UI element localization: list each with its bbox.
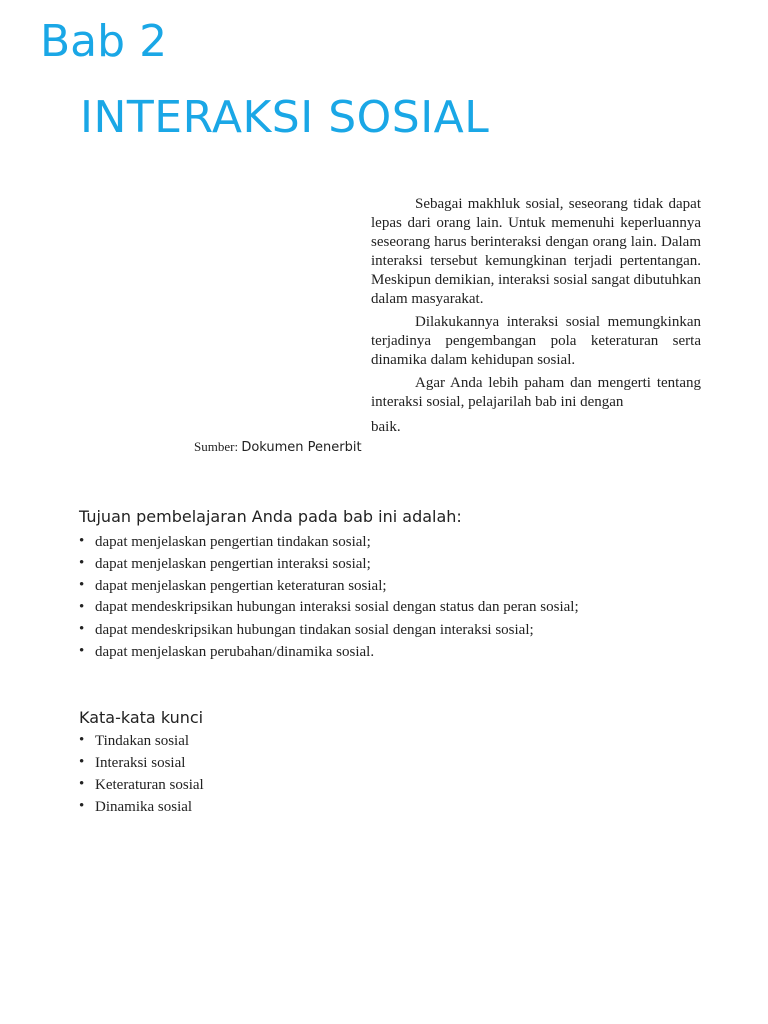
list-item bbox=[79, 578, 594, 595]
bullet-icon: • bbox=[79, 754, 85, 770]
list-item bbox=[79, 556, 594, 573]
list-item bbox=[79, 622, 594, 639]
bullet-icon: • bbox=[79, 776, 85, 792]
list-item bbox=[79, 755, 594, 772]
source-label: Sumber: bbox=[194, 439, 239, 454]
list-item-text: dapat menjelaskan pengertian interaksi sosial; bbox=[95, 556, 371, 572]
bullet-icon: • bbox=[79, 599, 85, 615]
intro-paragraph: baik. bbox=[371, 419, 401, 435]
intro-paragraph: Agar Anda lebih paham dan mengerti tentang interaksi sosial, pelajarilah bab ini dengan bbox=[371, 375, 701, 410]
list-item-text: dapat mendeskripsikan hubungan interaksi sosial dengan status dan peran sosial; bbox=[95, 599, 579, 615]
chapter-title: INTERAKSI SOSIAL bbox=[80, 92, 490, 143]
objectives-heading: Tujuan pembelajaran Anda pada bab ini adalah: bbox=[79, 507, 462, 526]
list-item bbox=[79, 733, 594, 750]
list-item-text: Interaksi sosial bbox=[95, 755, 186, 771]
list-item bbox=[79, 534, 594, 551]
list-item-text: dapat mendeskripsikan hubungan tindakan sosial dengan interaksi sosial; bbox=[95, 622, 534, 638]
list-item bbox=[79, 644, 594, 661]
bullet-icon: • bbox=[79, 555, 85, 571]
source-value: Dokumen Penerbit bbox=[241, 440, 362, 455]
list-item-text: dapat menjelaskan pengertian tindakan sosial; bbox=[95, 534, 371, 550]
bullet-icon: • bbox=[79, 798, 85, 814]
bullet-icon: • bbox=[79, 732, 85, 748]
bullet-icon: • bbox=[79, 577, 85, 593]
list-item-text: Tindakan sosial bbox=[95, 733, 190, 749]
keywords-heading: Kata-kata kunci bbox=[79, 708, 204, 727]
list-item-text: dapat menjelaskan perubahan/dinamika sosial. bbox=[95, 644, 375, 660]
list-item-text: dapat menjelaskan pengertian keteraturan sosial; bbox=[95, 578, 387, 594]
bullet-icon: • bbox=[79, 621, 85, 637]
list-item bbox=[79, 799, 594, 816]
bullet-icon: • bbox=[79, 533, 85, 549]
list-item bbox=[79, 600, 594, 614]
figure-source bbox=[194, 438, 362, 457]
chapter-label: Bab 2 bbox=[40, 16, 168, 67]
bullet-icon: • bbox=[79, 643, 85, 659]
intro-text bbox=[371, 195, 701, 437]
intro-paragraph: Sebagai makhluk sosial, seseorang tidak dapat lepas dari orang lain. Untuk memenuhi keperluannya seseorang harus berinteraksi dengan orang lain. Dalam interaksi tersebut kemungkinan terjadi pertentangan. Meskipun demikian, interaksi sosial sangat dibutuhkan dalam masyarakat. bbox=[371, 196, 701, 307]
intro-paragraph: Dilakukannya interaksi sosial memungkinkan terjadinya pengembangan pola keteraturan serta dinamika dalam kehidupan sosial. bbox=[371, 314, 701, 368]
list-item bbox=[79, 777, 594, 794]
keywords-list bbox=[79, 733, 594, 821]
list-item-text: Dinamika sosial bbox=[95, 799, 193, 815]
list-item-text: Keteraturan sosial bbox=[95, 777, 204, 793]
objectives-list bbox=[79, 534, 594, 666]
